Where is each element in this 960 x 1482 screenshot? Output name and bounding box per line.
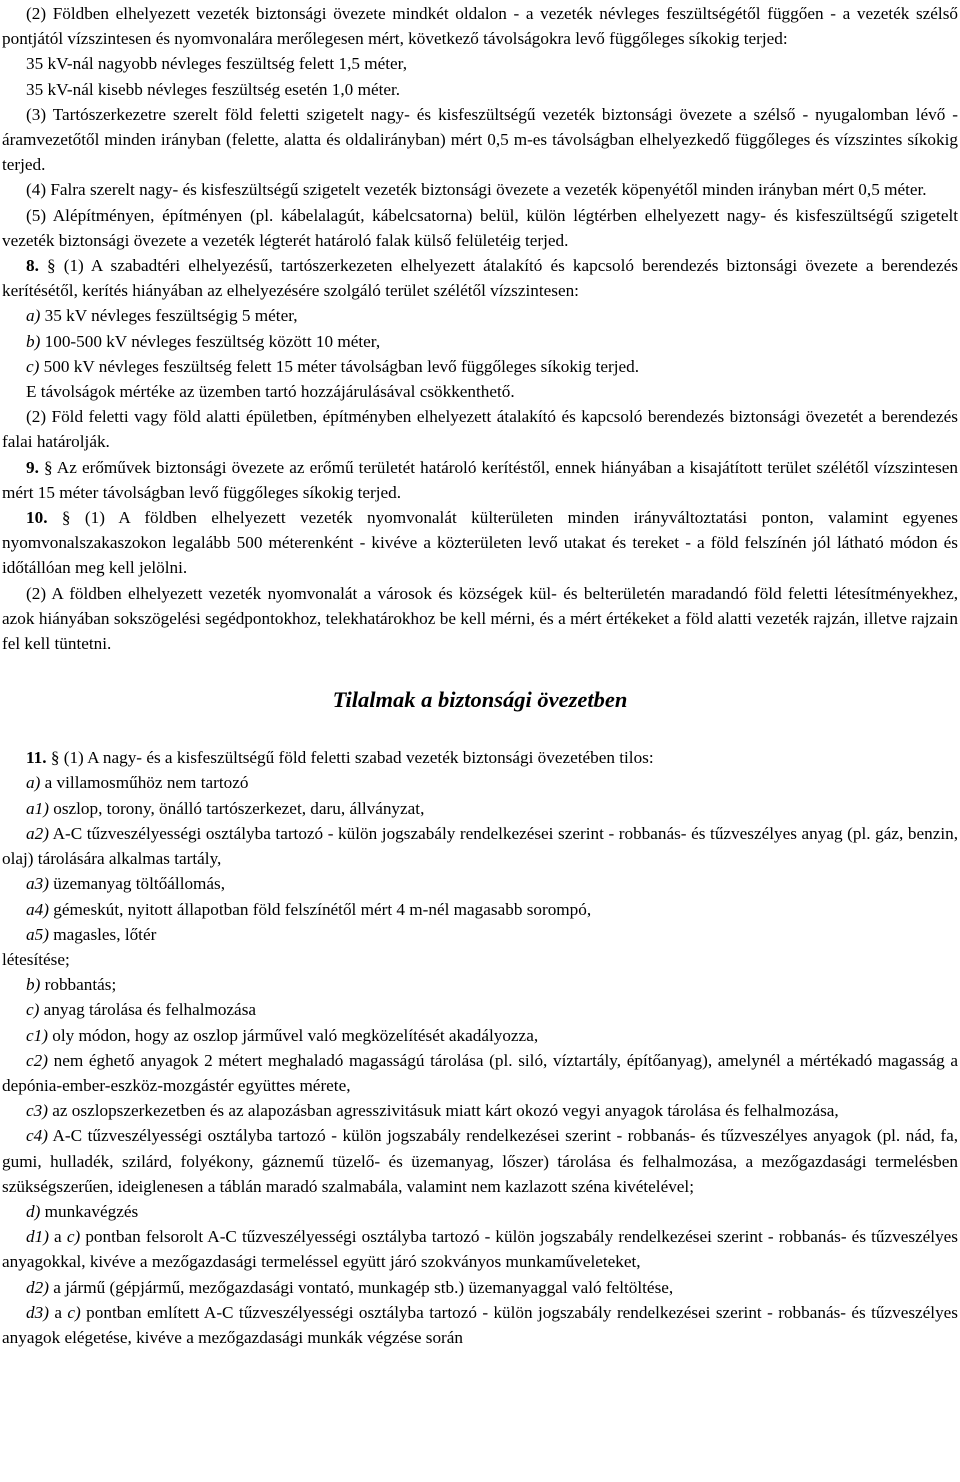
list-item-a [2, 770, 958, 795]
list-item-a3 [2, 871, 958, 896]
list-item-d [2, 1199, 958, 1224]
list-item-a2 [2, 821, 958, 871]
paragraph-7-2: (2) Földben elhelyezett vezeték biztonsági övezete mindkét oldalon - a vezeték névleges feszültségétől függően - a vezeték szélső pontjától vízszintesen és nyomvonalára merőlegesen mért, következő távolságokra levő függőleges síkokig terjed: [2, 4, 958, 49]
section-number: 10. [26, 508, 48, 528]
list-item-c [2, 997, 958, 1022]
list-label: a2) [26, 823, 49, 843]
list-text: oszlop, torony, önálló tartószerkezet, daru, állványzat, [48, 798, 425, 818]
section-10-paragraph-2: (2) A földben elhelyezett vezeték nyomvonalát a városok és községek kül- és belterületén maradandó föld feletti létesítményekhez, azok hiányában sokszögelési segédpontokhoz, telekhatárokhoz be kell mérni, és a mért értékeket a föld alatti vezeték rajzán, illetve rajzain fel kell tüntetni. [2, 583, 958, 654]
section-8-paragraph-1 [2, 253, 958, 303]
list-label: a5) [26, 924, 49, 944]
list-label: c3) [26, 1101, 48, 1121]
list-item-a4 [2, 897, 958, 922]
list-item-8b [2, 329, 958, 354]
list-label: d1) [26, 1227, 49, 1247]
list-text: 35 kV névleges feszültségig 5 méter, [40, 306, 298, 326]
list-text: 500 kV névleges feszültség felett 15 méter távolságban levő függőleges síkokig terjed. [39, 356, 640, 376]
list-text: a [48, 1302, 68, 1322]
list-text: gémeskút, nyitott állapotban föld felszínétől mért 4 m-nél magasabb sorompó, [48, 899, 592, 919]
section-number: 8. [26, 256, 39, 276]
list-label: a3) [26, 874, 49, 894]
list-text: az oszlopszerkezetben és az alapozásban agresszivitásuk miatt kárt okozó vegyi anyagok tárolása és felhalmozása, [47, 1101, 839, 1121]
section-9-text: Az erőművek biztonsági övezete az erőmű területét határoló kerítéstől, ennek hiányában a kisajátított terület szélétől vízszintesen mért 15 méter távolságban levő függőleges síkokig terjed. [2, 457, 959, 502]
list-item-a5-continuation: létesítése; [2, 949, 70, 969]
section-11-paragraph-1 [2, 745, 958, 770]
list-item-d3 [2, 1300, 958, 1350]
section-sign-link[interactable]: § [44, 457, 53, 477]
list-item-c3 [2, 1098, 958, 1123]
list-item-d1 [2, 1224, 958, 1274]
section-9 [2, 455, 958, 505]
list-text: a jármű (gépjármű, mezőgazdasági vontató, munkagép stb.) üzemanyaggal való feltöltése, [48, 1277, 674, 1297]
list-item-c1 [2, 1023, 958, 1048]
cross-reference: c) [67, 1302, 81, 1322]
list-label: d3) [26, 1302, 49, 1322]
list-item-a5 [2, 922, 958, 947]
list-text: A-C tűzveszélyességi osztályba tartozó - külön jogszabály rendelkezései szerint - robbanás- és tűzveszélyes anyagok (pl. nád, fa, gumi, hulladék, szilárd, folyékony, gáznemű tüzelő- és üzemanyag, lőszer) tárolása és felhalmozása, a mezőgazdasági termelésben szükségszerűen, ideiglenesen a táblán maradó szalmabála, valamint nem kazlazott széna kivételével; [2, 1126, 958, 1196]
list-text: robbantás; [40, 975, 117, 995]
section-sign-link[interactable]: § [50, 748, 60, 768]
section-sign-link[interactable]: § [61, 508, 71, 528]
list-text: magasles, lőtér [48, 924, 157, 944]
list-item-c4 [2, 1123, 958, 1199]
list-label: c) [26, 356, 40, 376]
list-label: a1) [26, 798, 49, 818]
list-label: c2) [26, 1050, 48, 1070]
list-label: b) [26, 975, 41, 995]
list-item-8a [2, 303, 958, 328]
section-10-text: (1) A földben elhelyezett vezeték nyomvonalát külterületen minden irányváltoztatási ponton, valamint egyenes nyomvonalszakaszokon legalább 500 méterenként - kivéve a közterületen levő utakat és tereket - a föld felszínén jól látható módon és időtállóan meg kell jelölni. [2, 508, 958, 578]
list-text: üzemanyag töltőállomás, [48, 874, 226, 894]
list-text: 100-500 kV névleges feszültség között 10 méter, [40, 331, 381, 351]
section-8-text: (1) A szabadtéri elhelyezésű, tartószerkezeten elhelyezett átalakító és kapcsoló berendezés biztonsági övezete a berendezés kerítésétől, kerítés hiányában az elhelyezésére szolgáló terület szélétől vízszintesen: [2, 256, 958, 301]
list-text: a [48, 1227, 67, 1247]
paragraph-7-2-line-1: 35 kV-nál nagyobb névleges feszültség felett 1,5 méter, [26, 54, 407, 74]
list-text: pontban felsorolt A-C tűzveszélyességi osztályba tartozó - külön jogszabály rendelkezései szerint - robbanás- és tűzveszélyes anyagokkal, kivéve a mezőgazdasági termeléssel együtt járó szokványos munkaműveleteket, [2, 1227, 958, 1272]
list-item-c2 [2, 1048, 958, 1098]
list-text: nem éghető anyagok 2 métert meghaladó magasságú tárolása (pl. siló, víztartály, építőanyag), amelynél a mértékadó magasság a depónia-ember-eszköz-mozgástér együttes mérete, [2, 1050, 958, 1095]
section-number: 11. [26, 748, 47, 768]
list-text: anyag tárolása és felhalmozása [39, 1000, 257, 1020]
list-item-b [2, 972, 958, 997]
list-label: a4) [26, 899, 49, 919]
list-label: d) [26, 1201, 41, 1221]
cross-reference: c) [66, 1227, 81, 1247]
list-item-d2 [2, 1275, 958, 1300]
list-label: c1) [26, 1025, 48, 1045]
paragraph-7-2-line-2: 35 kV-nál kisebb névleges feszültség esetén 1,0 méter. [26, 79, 401, 99]
list-label: a) [26, 773, 41, 793]
section-10-paragraph-1 [2, 505, 958, 581]
list-item-8c [2, 354, 958, 379]
document-page [2, 1, 958, 1350]
section-heading: Tilalmak a biztonsági övezetben [332, 687, 628, 713]
list-label: d2) [26, 1277, 49, 1297]
list-item-a1 [2, 796, 958, 821]
list-text: pontban említett A-C tűzveszélyességi osztályba tartozó - külön jogszabály rendelkezései szerint - robbanás- és tűzveszélyes anyagok elégetése, kivéve a mezőgazdasági munkák végzése során [2, 1302, 958, 1347]
list-label: c) [26, 1000, 40, 1020]
list-label: c4) [26, 1126, 48, 1146]
list-label: a) [26, 306, 41, 326]
list-text: munkavégzés [40, 1201, 139, 1221]
paragraph-7-3: (3) Tartószerkezetre szerelt föld feletti szigetelt nagy- és kisfeszültségű vezeték biztonsági övezete a szélső - nyugalomban lévő - áramvezetőtől minden irányban (felette, alatta és oldalirányban) mért 0,5 m-es távolságban elhelyezkedő függőleges és vízszintes síkokig terjed. [2, 104, 958, 175]
paragraph-7-5: (5) Alépítményen, építményen (pl. kábelalagút, kábelcsatorna) belül, külön légtérben elhelyezett nagy- és kisfeszültségű szigetelt vezeték biztonsági övezete a vezeték légterét határoló falak külső felületéig terjed. [2, 205, 958, 250]
section-sign-link[interactable]: § [47, 256, 56, 276]
section-number: 9. [26, 457, 39, 477]
paragraph-7-4: (4) Falra szerelt nagy- és kisfeszültségű szigetelt vezeték biztonsági övezete a vezeték köpenyétől minden irányban mért 0,5 méter. [26, 180, 927, 200]
list-text: a villamosműhöz nem tartozó [40, 773, 249, 793]
list-text: A-C tűzveszélyességi osztályba tartozó - külön jogszabály rendelkezései szerint - robbanás- és tűzveszélyes anyag (pl. gáz, benzin, olaj) tárolására alkalmas tartály, [2, 823, 958, 869]
paragraph-8-note: E távolságok mértéke az üzemben tartó hozzájárulásával csökkenthető. [26, 382, 515, 402]
list-label: b) [26, 331, 41, 351]
list-text: oly módon, hogy az oszlop járművel való megközelítését akadályozza, [47, 1025, 539, 1045]
section-8-paragraph-2: (2) Föld feletti vagy föld alatti épületben, építményben elhelyezett átalakító és kapcsoló berendezés biztonsági övezetét a berendezés falai határolják. [2, 407, 958, 452]
section-11-text: (1) A nagy- és a kisfeszültségű föld feletti szabad vezeték biztonsági övezetében tilos: [59, 748, 654, 768]
